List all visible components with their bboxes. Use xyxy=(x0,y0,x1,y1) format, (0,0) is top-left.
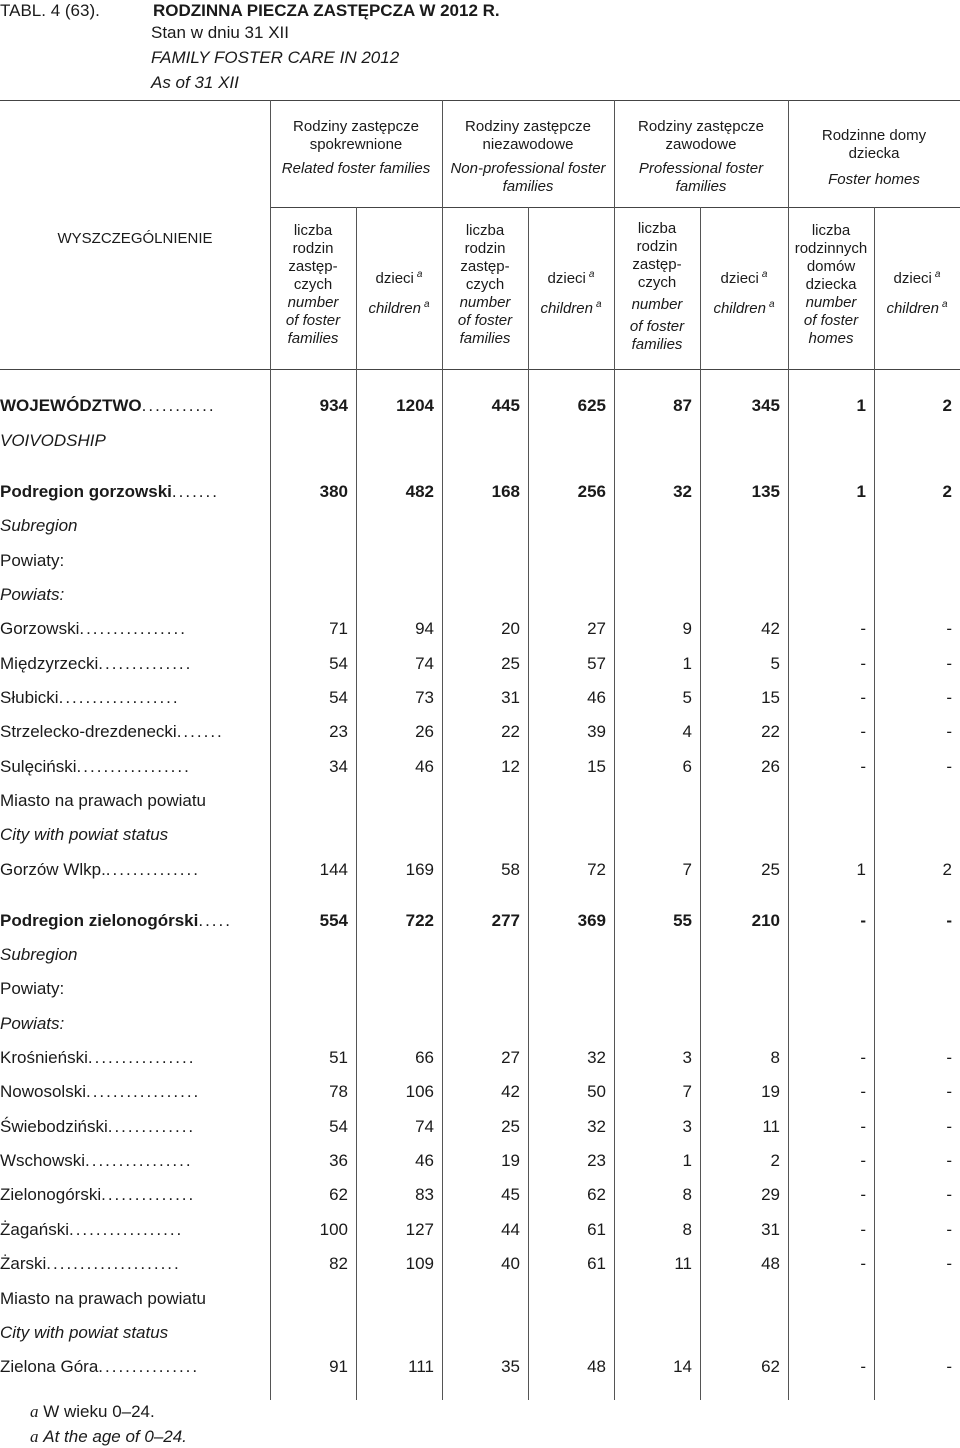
table-cell: 74 xyxy=(415,1117,434,1136)
row-label xyxy=(0,395,216,417)
row-label-text: Podregion zielonogórski xyxy=(0,911,199,930)
row-label-text: WOJEWÓDZTWO xyxy=(0,396,142,415)
row-label-text: Zielonogórski xyxy=(0,1185,102,1204)
table-cell: 12 xyxy=(501,757,520,776)
table-cell: 51 xyxy=(329,1048,348,1067)
leader-dots: ........... xyxy=(141,396,216,415)
column-divider xyxy=(528,207,529,1400)
table-cell: 25 xyxy=(501,654,520,673)
table-cell: - xyxy=(946,1151,952,1170)
table-cell: 23 xyxy=(587,1151,606,1170)
table-cell: 46 xyxy=(587,688,606,707)
table-cell: 6 xyxy=(682,757,692,776)
row-label xyxy=(0,1047,195,1069)
table-cell: 256 xyxy=(577,482,606,501)
row-label-text: Miasto na prawach powiatu xyxy=(0,1289,207,1308)
table-cell: 4 xyxy=(682,722,692,741)
leader-dots: ................. xyxy=(85,1082,201,1101)
table-cell: 31 xyxy=(761,1220,780,1239)
subheader-number-families: liczba rodzin zastęp- czych number of foster families xyxy=(457,222,513,347)
subheader-children: dzieci $^a$ children $^a$ xyxy=(713,269,775,317)
row-label xyxy=(0,584,64,606)
table-cell: 44 xyxy=(501,1220,520,1239)
table-cell: 58 xyxy=(501,860,520,879)
row-label-text: Podregion gorzowski xyxy=(0,482,172,501)
row-label xyxy=(0,1356,199,1378)
row-label-text: Miasto na prawach powiatu xyxy=(0,791,207,810)
leader-dots: .............. xyxy=(98,654,193,673)
stub-header: WYSZCZEGÓLNIENIE xyxy=(57,230,213,247)
table-cell: - xyxy=(860,1117,866,1136)
row-label-text: Powiats: xyxy=(0,1014,65,1033)
table-cell: - xyxy=(946,1254,952,1273)
table-cell: - xyxy=(860,688,866,707)
leader-dots: .................... xyxy=(46,1254,181,1273)
table-cell: 45 xyxy=(501,1185,520,1204)
row-label xyxy=(0,824,168,846)
leader-dots: .............. xyxy=(105,860,200,879)
title-date-en: As of 31 XII xyxy=(151,73,239,92)
row-label-text: VOIVODSHIP xyxy=(0,431,106,450)
table-cell: - xyxy=(946,1357,952,1376)
table-cell: - xyxy=(946,654,952,673)
table-cell: 934 xyxy=(319,396,348,415)
table-cell: 26 xyxy=(415,722,434,741)
row-label-text: Słubicki xyxy=(0,688,59,707)
table-cell: 277 xyxy=(491,911,520,930)
table-cell: 31 xyxy=(501,688,520,707)
table-cell: 34 xyxy=(329,757,348,776)
row-label xyxy=(0,687,180,709)
table-cell: 380 xyxy=(319,482,348,501)
table-cell: 722 xyxy=(405,911,434,930)
table-cell: 82 xyxy=(329,1254,348,1273)
table-cell: 2 xyxy=(770,1151,780,1170)
row-label xyxy=(0,910,232,932)
header-bottom-rule xyxy=(0,369,960,370)
table-cell: 25 xyxy=(761,860,780,879)
row-label-text: Gorzowski xyxy=(0,619,80,638)
group-header-professional: Rodziny zastępcze zawodowe Professional foster families xyxy=(638,118,764,195)
leader-dots: .............. xyxy=(101,1185,196,1204)
table-cell: - xyxy=(946,1048,952,1067)
table-cell: 19 xyxy=(501,1151,520,1170)
table-cell: 61 xyxy=(587,1220,606,1239)
footnote-en: a At the age of 0–24. xyxy=(30,1427,187,1446)
table-cell: 482 xyxy=(405,482,434,501)
table-cell: - xyxy=(946,911,952,930)
title-date-pl: Stan w dniu 31 XII xyxy=(151,23,289,42)
table-cell: 57 xyxy=(587,654,606,673)
group-header-foster-homes: Rodzinne domy dziecka Foster homes xyxy=(821,127,927,188)
table-cell: 48 xyxy=(587,1357,606,1376)
table-cell: 22 xyxy=(761,722,780,741)
table-cell: - xyxy=(860,1151,866,1170)
table-cell: 5 xyxy=(682,688,692,707)
table-cell: 3 xyxy=(682,1048,692,1067)
row-label xyxy=(0,1253,181,1275)
leader-dots: ..... xyxy=(198,911,232,930)
table-cell: 7 xyxy=(682,860,692,879)
row-label xyxy=(0,721,224,743)
table-cell: - xyxy=(860,722,866,741)
table-cell: 1 xyxy=(856,396,866,415)
table-cell: - xyxy=(946,1117,952,1136)
table-cell: 54 xyxy=(329,654,348,673)
table-cell: - xyxy=(860,1048,866,1067)
subheader-children: dzieci $^a$ children $^a$ xyxy=(368,269,430,317)
table-cell: 55 xyxy=(673,911,692,930)
leader-dots: ............. xyxy=(107,1117,196,1136)
table-cell: 9 xyxy=(682,619,692,638)
row-label-text: Żarski xyxy=(0,1254,47,1273)
table-cell: - xyxy=(860,757,866,776)
table-cell: 100 xyxy=(319,1220,348,1239)
table-cell: 71 xyxy=(329,619,348,638)
table-cell: 111 xyxy=(408,1357,434,1376)
row-label-text: Wschowski xyxy=(0,1151,86,1170)
column-divider xyxy=(874,207,875,1400)
table-cell: - xyxy=(860,911,866,930)
table-cell: 8 xyxy=(682,1185,692,1204)
row-label xyxy=(0,1150,193,1172)
leader-dots: ................ xyxy=(87,1048,196,1067)
table-cell: 73 xyxy=(415,688,434,707)
table-cell: - xyxy=(946,1082,952,1101)
table-cell: 2 xyxy=(942,860,952,879)
table-cell: 50 xyxy=(587,1082,606,1101)
table-cell: 15 xyxy=(587,757,606,776)
row-label xyxy=(0,1322,168,1344)
table-cell: 345 xyxy=(751,396,780,415)
table-cell: 144 xyxy=(319,860,348,879)
table-cell: - xyxy=(946,722,952,741)
row-label-text: Gorzów Wlkp. xyxy=(0,860,106,879)
table-cell: 2 xyxy=(942,482,952,501)
header-top-rule xyxy=(0,100,960,101)
row-label xyxy=(0,515,78,537)
table-cell: - xyxy=(860,654,866,673)
table-cell: 62 xyxy=(587,1185,606,1204)
table-cell: 15 xyxy=(761,688,780,707)
row-label xyxy=(0,1013,64,1035)
row-label-text: City with powiat status xyxy=(0,825,169,844)
table-cell: 127 xyxy=(405,1220,434,1239)
row-label xyxy=(0,481,219,503)
table-cell: 87 xyxy=(673,396,692,415)
table-cell: 168 xyxy=(491,482,520,501)
row-label-text: Powiaty: xyxy=(0,551,65,570)
table-cell: 210 xyxy=(751,911,780,930)
row-label-text: Powiats: xyxy=(0,585,65,604)
table-cell: 1 xyxy=(682,654,692,673)
table-cell: - xyxy=(946,1185,952,1204)
row-label-text: Międzyrzecki xyxy=(0,654,99,673)
table-cell: 554 xyxy=(319,911,348,930)
table-cell: 14 xyxy=(673,1357,692,1376)
row-label-text: Strzelecko-drezdenecki xyxy=(0,722,177,741)
table-cell: 32 xyxy=(587,1117,606,1136)
table-cell: 46 xyxy=(415,757,434,776)
table-cell: 27 xyxy=(501,1048,520,1067)
table-cell: 109 xyxy=(405,1254,434,1273)
table-cell: 32 xyxy=(673,482,692,501)
group-header-related: Rodziny zastępcze spokrewnione Related foster families xyxy=(281,118,431,177)
table-cell: 62 xyxy=(761,1357,780,1376)
table-cell: 83 xyxy=(415,1185,434,1204)
row-label-text: Powiaty: xyxy=(0,979,65,998)
table-title-en: FAMILY FOSTER CARE IN 2012 xyxy=(151,48,400,67)
table-cell: 106 xyxy=(405,1082,434,1101)
table-cell: 42 xyxy=(501,1082,520,1101)
table-cell: 5 xyxy=(770,654,780,673)
table-cell: - xyxy=(946,619,952,638)
table-cell: - xyxy=(860,1357,866,1376)
table-cell: - xyxy=(860,1254,866,1273)
table-cell: - xyxy=(860,1220,866,1239)
table-cell: 54 xyxy=(329,688,348,707)
table-cell: 1204 xyxy=(396,396,434,415)
row-label-text: Subregion xyxy=(0,516,78,535)
row-label-text: Krośnieński xyxy=(0,1048,88,1067)
table-cell: 7 xyxy=(682,1082,692,1101)
table-cell: 11 xyxy=(674,1254,692,1273)
table-cell: 25 xyxy=(501,1117,520,1136)
table-cell: 1 xyxy=(856,482,866,501)
row-label xyxy=(0,653,192,675)
table-cell: 8 xyxy=(682,1220,692,1239)
subheader-children: dzieci $^a$ children $^a$ xyxy=(540,269,602,317)
table-cell: 35 xyxy=(501,1357,520,1376)
table-cell: - xyxy=(946,1220,952,1239)
row-label xyxy=(0,430,106,452)
table-cell: 369 xyxy=(577,911,606,930)
leader-dots: ............... xyxy=(98,1357,200,1376)
table-cell: 8 xyxy=(770,1048,780,1067)
table-cell: 91 xyxy=(329,1357,348,1376)
table-cell: 36 xyxy=(329,1151,348,1170)
table-cell: 72 xyxy=(587,860,606,879)
table-number: TABL. 4 (63). xyxy=(0,1,100,20)
table-cell: 135 xyxy=(751,482,780,501)
row-label xyxy=(0,1219,183,1241)
row-label-text: City with powiat status xyxy=(0,1323,169,1342)
table-cell: - xyxy=(860,1185,866,1204)
table-cell: 445 xyxy=(491,396,520,415)
table-cell: 2 xyxy=(942,396,952,415)
table-cell: 42 xyxy=(761,619,780,638)
row-label-text: Zielona Góra xyxy=(0,1357,99,1376)
row-label xyxy=(0,618,187,640)
leader-dots: .................. xyxy=(58,688,180,707)
subheader-number-families: liczba rodzin zastęp- czych number of foster families xyxy=(629,220,685,353)
leader-dots: ....... xyxy=(176,722,224,741)
leader-dots: ....... xyxy=(171,482,219,501)
column-divider xyxy=(356,207,357,1400)
row-label-text: Świebodziński xyxy=(0,1117,108,1136)
table-cell: 11 xyxy=(762,1117,780,1136)
row-label-text: Nowosolski xyxy=(0,1082,86,1101)
row-label xyxy=(0,859,200,881)
row-label-text: Subregion xyxy=(0,945,78,964)
row-label-text: Sulęciński xyxy=(0,757,77,776)
table-cell: - xyxy=(946,757,952,776)
row-label xyxy=(0,1288,206,1310)
table-cell: 1 xyxy=(682,1151,692,1170)
row-label xyxy=(0,1116,195,1138)
table-cell: 29 xyxy=(761,1185,780,1204)
table-cell: 62 xyxy=(329,1185,348,1204)
table-cell: 74 xyxy=(415,654,434,673)
group-header-nonprofessional: Rodziny zastępcze niezawodowe Non-professional foster families xyxy=(450,118,606,195)
row-label xyxy=(0,790,206,812)
row-label xyxy=(0,944,78,966)
subheader-number-homes: liczba rodzinnych domów dziecka number of foster homes xyxy=(794,222,868,347)
table-cell: 26 xyxy=(761,757,780,776)
leader-dots: ................. xyxy=(68,1220,184,1239)
table-cell: 19 xyxy=(761,1082,780,1101)
table-cell: 22 xyxy=(501,722,520,741)
header-group-rule xyxy=(270,207,960,208)
column-divider xyxy=(700,207,701,1400)
table-cell: 3 xyxy=(682,1117,692,1136)
table-cell: 27 xyxy=(587,619,606,638)
table-cell: 32 xyxy=(587,1048,606,1067)
subheader-children: dzieci $^a$ children $^a$ xyxy=(886,269,948,317)
row-label-text: Żagański xyxy=(0,1220,69,1239)
table-cell: 78 xyxy=(329,1082,348,1101)
row-label xyxy=(0,550,64,572)
table-cell: 46 xyxy=(415,1151,434,1170)
row-label xyxy=(0,1184,195,1206)
table-cell: 1 xyxy=(856,860,866,879)
table-cell: 20 xyxy=(501,619,520,638)
table-cell: 48 xyxy=(761,1254,780,1273)
table-cell: 61 xyxy=(587,1254,606,1273)
table-cell: 169 xyxy=(405,860,434,879)
leader-dots: ................ xyxy=(79,619,187,638)
leader-dots: ................. xyxy=(76,757,191,776)
table-cell: 94 xyxy=(415,619,434,638)
table-cell: - xyxy=(860,619,866,638)
table-cell: 625 xyxy=(577,396,606,415)
subheader-number-families: liczba rodzin zastęp- czych number of foster families xyxy=(285,222,341,347)
table-cell: 39 xyxy=(587,722,606,741)
table-cell: - xyxy=(946,688,952,707)
table-cell: 40 xyxy=(501,1254,520,1273)
table-cell: - xyxy=(860,1082,866,1101)
table-title: RODZINNA PIECZA ZASTĘPCZA W 2012 R. xyxy=(153,1,500,20)
footnote-pl: a W wieku 0–24. xyxy=(30,1402,155,1421)
row-label xyxy=(0,1081,200,1103)
table-cell: 66 xyxy=(415,1048,434,1067)
table-cell: 54 xyxy=(329,1117,348,1136)
leader-dots: ................ xyxy=(85,1151,193,1170)
row-label xyxy=(0,978,64,1000)
table-cell: 23 xyxy=(329,722,348,741)
row-label xyxy=(0,756,191,778)
